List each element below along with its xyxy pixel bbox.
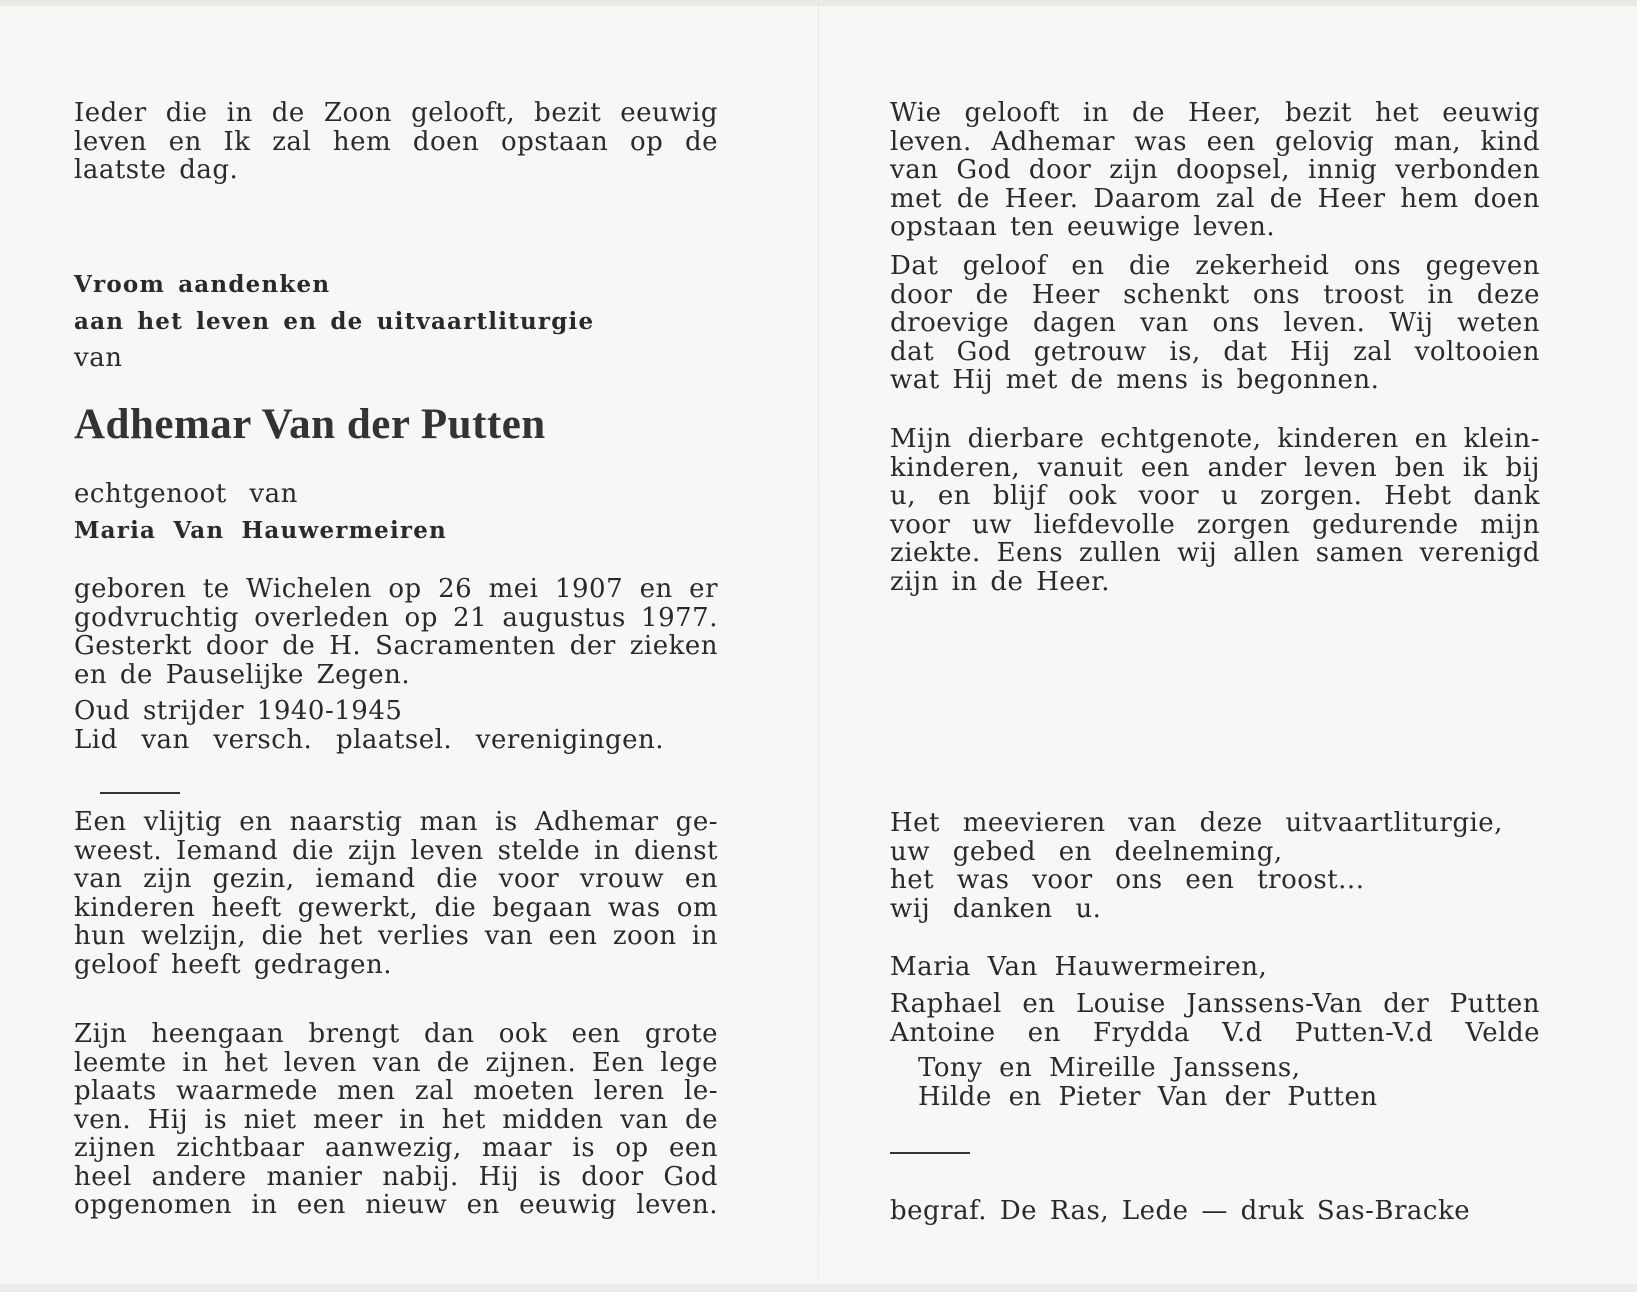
divider xyxy=(890,1152,970,1154)
deceased-name: Adhemar Van der Putten xyxy=(74,401,546,448)
heading-line: van xyxy=(74,343,123,373)
text-line: heel andere manier nabij. Hij is door God xyxy=(74,1161,718,1192)
text-line: van zijn gezin, iemand die voor vrouw en xyxy=(74,864,718,894)
text-line: kinderen heeft gewerkt, die begaan was om xyxy=(74,892,718,923)
veteran-text xyxy=(74,697,718,754)
text-line: opstaan ten eeuwige leven. xyxy=(890,212,1276,242)
text-line: kinderen, vanuit een ander leven ben ik bij xyxy=(890,452,1540,483)
text-line: zijnen zichtbaar aanwezig, maar is op een xyxy=(74,1133,718,1163)
card-edge-bottom xyxy=(0,1284,1637,1292)
text-line: het was voor ons een troost... xyxy=(890,865,1365,895)
text-line: voor uw liefdevolle zorgen gedurende mijn xyxy=(890,509,1540,540)
text-line: leven. Adhemar was een gelovig man, kind xyxy=(890,126,1540,157)
text-line: dat God getrouw is, dat Hij zal voltooien xyxy=(890,336,1540,367)
heading-line: Vroom aandenken xyxy=(74,271,331,298)
text-line: wij danken u. xyxy=(890,893,1102,924)
text-line: Dat geloof en die zekerheid ons gegeven xyxy=(890,251,1540,281)
text-line: Tony en Mireille Janssens, xyxy=(918,1053,1301,1083)
text-line: zijn in de Heer. xyxy=(890,566,1110,597)
family-signature: Maria Van Hauwermeiren, xyxy=(890,952,1268,982)
card-fold xyxy=(818,0,819,1292)
verse-line: laatste dag. xyxy=(74,155,239,185)
text-line: opgenomen in een nieuw en eeuwig leven. xyxy=(74,1190,718,1220)
text-line: hun welzijn, die het verlies van een zoon in xyxy=(74,921,718,951)
text-line: uw gebed en deelneming, xyxy=(890,836,1283,867)
heading-line: aan het leven en de uitvaartliturgie xyxy=(74,308,595,335)
text-line: Raphael en Louise Janssens-Van der Putten xyxy=(890,989,1540,1019)
farewell-text xyxy=(890,425,1540,596)
text-line: weest. Iemand die zijn leven stelde in dienst xyxy=(74,835,718,866)
divider xyxy=(100,792,180,794)
text-line: Het meevieren van deze uitvaartliturgie, xyxy=(890,808,1503,838)
spouse-name: Maria Van Hauwermeiren xyxy=(74,517,447,544)
comfort-text xyxy=(890,252,1540,395)
text-line: droevige dagen van ons leven. Wij weten xyxy=(890,308,1540,338)
text-line: ziekte. Eens zullen wij allen samen verenigd xyxy=(890,538,1540,568)
text-line: leemte in het leven van de zijnen. Een lege xyxy=(74,1047,718,1078)
bible-verse xyxy=(74,99,718,185)
text-line: geloof heeft gedragen. xyxy=(74,949,393,980)
spouse-label: echtgenoot van xyxy=(74,479,298,509)
text-line: Mijn dierbare echtgenote, kinderen en klein- xyxy=(890,424,1540,454)
text-line: Antoine en Frydda V.d Putten-V.d Velde xyxy=(890,1017,1540,1048)
grandchildren-lines xyxy=(918,1054,1478,1111)
text-line: met de Heer. Daarom zal de Heer hem doen xyxy=(890,183,1540,214)
text-line: Oud strijder 1940-1945 xyxy=(74,696,403,726)
printer-credit: begraf. De Ras, Lede — druk Sas-Bracke xyxy=(890,1196,1471,1226)
thanks-text xyxy=(890,809,1510,923)
text-line: wat Hij met de mens is begonnen. xyxy=(890,365,1380,395)
text-line: van God door zijn doopsel, innig verbonden xyxy=(890,155,1540,185)
text-line: plaats waarmede men zal moeten leren le- xyxy=(74,1076,718,1106)
text-line: Lid van versch. plaatsel. verenigingen. xyxy=(74,724,664,755)
text-line: ven. Hij is niet meer in het midden van de xyxy=(74,1104,718,1135)
verse-line: Ieder die in de Zoon gelooft, bezit eeuwig xyxy=(74,98,718,128)
text-line: geboren te Wichelen op 26 mei 1907 en er xyxy=(74,574,718,604)
text-line: Wie gelooft in de Heer, bezit het eeuwig xyxy=(890,98,1540,128)
text-line: en de Pauselijke Zegen. xyxy=(74,659,411,690)
birth-death-text xyxy=(74,575,718,689)
family-lines xyxy=(890,990,1540,1047)
memorial-heading xyxy=(74,266,594,377)
text-line: Hilde en Pieter Van der Putten xyxy=(918,1081,1378,1112)
text-line: door de Heer schenkt ons troost in deze xyxy=(890,279,1540,310)
loss-text xyxy=(74,1020,718,1220)
text-line: godvruchtig overleden op 21 augustus 1977. xyxy=(74,602,718,633)
tribute-text xyxy=(74,808,718,979)
text-line: Gesterkt door de H. Sacramenten der zieken xyxy=(74,631,718,661)
text-line: Een vlijtig en naarstig man is Adhemar ge- xyxy=(74,807,718,837)
faith-text xyxy=(890,99,1540,242)
text-line: u, en blijf ook voor u zorgen. Hebt dank xyxy=(890,481,1540,511)
text-line: Zijn heengaan brengt dan ook een grote xyxy=(74,1019,718,1049)
verse-line: leven en Ik zal hem doen opstaan op de xyxy=(74,126,718,157)
